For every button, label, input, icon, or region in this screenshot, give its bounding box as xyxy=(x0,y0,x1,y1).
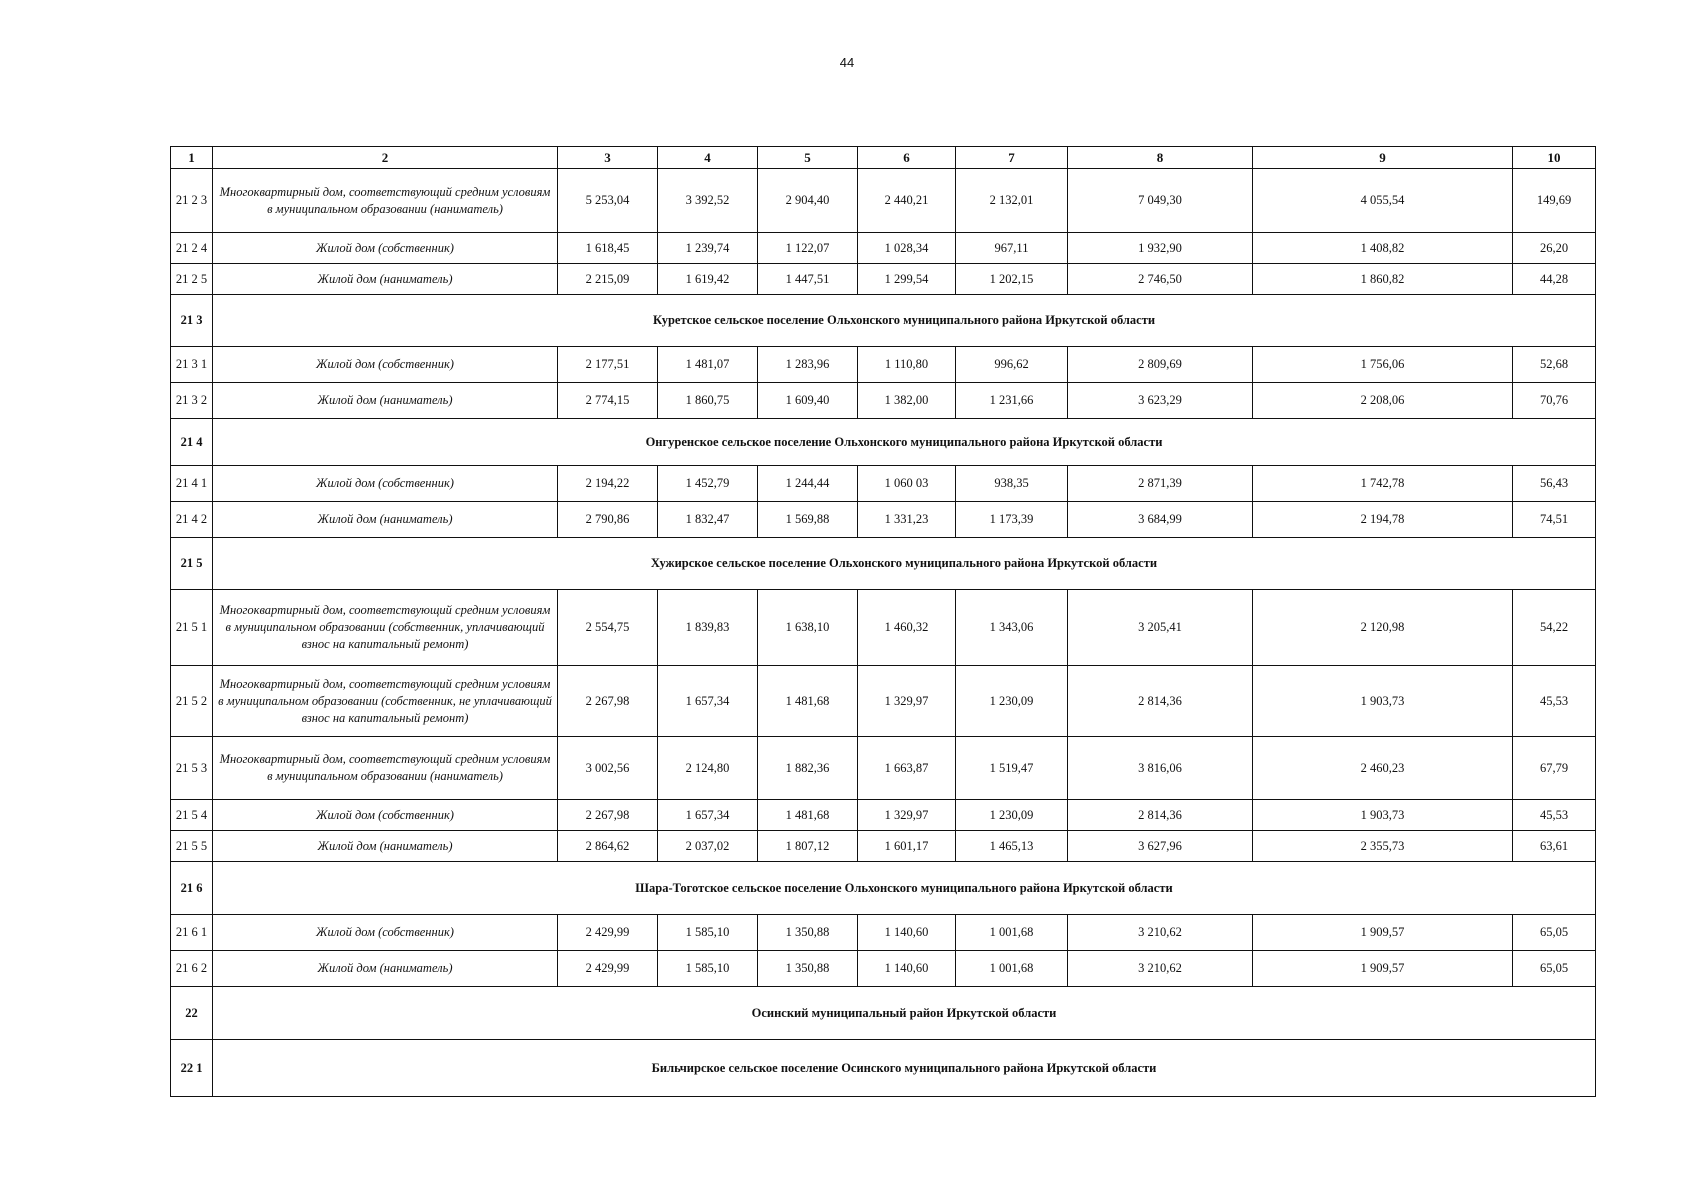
value-cell: 2 267,98 xyxy=(558,800,658,831)
value-cell: 4 055,54 xyxy=(1253,169,1513,233)
column-header: 7 xyxy=(956,147,1068,169)
value-cell: 1 001,68 xyxy=(956,915,1068,951)
column-header: 9 xyxy=(1253,147,1513,169)
region-name: Бильчирское сельское поселение Осинского муниципального района Иркутской области xyxy=(213,1040,1596,1097)
value-cell: 1 350,88 xyxy=(758,951,858,987)
value-cell: 56,43 xyxy=(1513,466,1596,502)
table-row xyxy=(171,737,1596,800)
value-cell: 1 932,90 xyxy=(1068,233,1253,264)
table-row xyxy=(171,169,1596,233)
value-cell: 2 267,98 xyxy=(558,666,658,737)
value-cell: 2 120,98 xyxy=(1253,590,1513,666)
value-cell: 1 140,60 xyxy=(858,915,956,951)
value-cell: 3 684,99 xyxy=(1068,502,1253,538)
value-cell: 1 601,17 xyxy=(858,831,956,862)
value-cell: 1 519,47 xyxy=(956,737,1068,800)
table-row xyxy=(171,347,1596,383)
row-name: Жилой дом (собственник) xyxy=(213,233,558,264)
value-cell: 3 816,06 xyxy=(1068,737,1253,800)
column-header: 3 xyxy=(558,147,658,169)
column-header: 10 xyxy=(1513,147,1596,169)
value-cell: 2 809,69 xyxy=(1068,347,1253,383)
row-name: Жилой дом (наниматель) xyxy=(213,383,558,419)
value-cell: 1 638,10 xyxy=(758,590,858,666)
column-header: 2 xyxy=(213,147,558,169)
row-name: Многоквартирный дом, соответствующий средним условиям в муниципальном образовании (наниматель) xyxy=(213,169,558,233)
value-cell: 1 001,68 xyxy=(956,951,1068,987)
value-cell: 1 060 03 xyxy=(858,466,956,502)
region-row xyxy=(171,862,1596,915)
row-code: 21 5 2 xyxy=(171,666,213,737)
value-cell: 2 037,02 xyxy=(658,831,758,862)
value-cell: 3 210,62 xyxy=(1068,915,1253,951)
value-cell: 2 124,80 xyxy=(658,737,758,800)
table-header-row xyxy=(171,147,1596,169)
region-row xyxy=(171,419,1596,466)
value-cell: 1 909,57 xyxy=(1253,951,1513,987)
value-cell: 996,62 xyxy=(956,347,1068,383)
value-cell: 1 230,09 xyxy=(956,800,1068,831)
table-row xyxy=(171,233,1596,264)
value-cell: 1 122,07 xyxy=(758,233,858,264)
value-cell: 67,79 xyxy=(1513,737,1596,800)
value-cell: 65,05 xyxy=(1513,951,1596,987)
value-cell: 1 903,73 xyxy=(1253,666,1513,737)
value-cell: 967,11 xyxy=(956,233,1068,264)
row-code: 21 4 xyxy=(171,419,213,466)
value-cell: 2 814,36 xyxy=(1068,666,1253,737)
value-cell: 149,69 xyxy=(1513,169,1596,233)
value-cell: 2 864,62 xyxy=(558,831,658,862)
table-row xyxy=(171,951,1596,987)
value-cell: 1 481,07 xyxy=(658,347,758,383)
table-row xyxy=(171,466,1596,502)
row-code: 21 6 1 xyxy=(171,915,213,951)
value-cell: 45,53 xyxy=(1513,800,1596,831)
row-name: Жилой дом (наниматель) xyxy=(213,264,558,295)
value-cell: 1 609,40 xyxy=(758,383,858,419)
column-header: 6 xyxy=(858,147,956,169)
row-name: Многоквартирный дом, соответствующий средним условиям в муниципальном образовании (собственник, уплачивающий взнос на капитальный ремонт) xyxy=(213,590,558,666)
value-cell: 2 429,99 xyxy=(558,951,658,987)
value-cell: 1 239,74 xyxy=(658,233,758,264)
value-cell: 2 871,39 xyxy=(1068,466,1253,502)
region-name: Онгуренское сельское поселение Ольхонского муниципального района Иркутской области xyxy=(213,419,1596,466)
tariff-table xyxy=(170,146,1596,1097)
value-cell: 1 329,97 xyxy=(858,666,956,737)
row-code: 21 2 4 xyxy=(171,233,213,264)
row-code: 22 1 xyxy=(171,1040,213,1097)
value-cell: 45,53 xyxy=(1513,666,1596,737)
value-cell: 1 465,13 xyxy=(956,831,1068,862)
table-row xyxy=(171,264,1596,295)
region-name: Хужирское сельское поселение Ольхонского муниципального района Иркутской области xyxy=(213,538,1596,590)
value-cell: 1 382,00 xyxy=(858,383,956,419)
value-cell: 3 205,41 xyxy=(1068,590,1253,666)
value-cell: 1 618,45 xyxy=(558,233,658,264)
value-cell: 1 903,73 xyxy=(1253,800,1513,831)
value-cell: 1 231,66 xyxy=(956,383,1068,419)
value-cell: 1 481,68 xyxy=(758,800,858,831)
value-cell: 2 177,51 xyxy=(558,347,658,383)
value-cell: 1 447,51 xyxy=(758,264,858,295)
value-cell: 1 230,09 xyxy=(956,666,1068,737)
row-code: 21 4 2 xyxy=(171,502,213,538)
table-row xyxy=(171,383,1596,419)
value-cell: 2 790,86 xyxy=(558,502,658,538)
value-cell: 1 909,57 xyxy=(1253,915,1513,951)
value-cell: 1 832,47 xyxy=(658,502,758,538)
region-row xyxy=(171,538,1596,590)
value-cell: 2 215,09 xyxy=(558,264,658,295)
value-cell: 1 140,60 xyxy=(858,951,956,987)
value-cell: 63,61 xyxy=(1513,831,1596,862)
value-cell: 1 742,78 xyxy=(1253,466,1513,502)
row-code: 21 3 xyxy=(171,295,213,347)
row-name: Жилой дом (собственник) xyxy=(213,800,558,831)
table-row xyxy=(171,666,1596,737)
region-row xyxy=(171,987,1596,1040)
value-cell: 2 554,75 xyxy=(558,590,658,666)
value-cell: 1 585,10 xyxy=(658,951,758,987)
column-header: 1 xyxy=(171,147,213,169)
row-code: 21 3 1 xyxy=(171,347,213,383)
value-cell: 3 002,56 xyxy=(558,737,658,800)
value-cell: 1 657,34 xyxy=(658,666,758,737)
row-code: 21 2 3 xyxy=(171,169,213,233)
value-cell: 1 663,87 xyxy=(858,737,956,800)
table-row xyxy=(171,800,1596,831)
row-code: 21 4 1 xyxy=(171,466,213,502)
value-cell: 2 904,40 xyxy=(758,169,858,233)
row-name: Жилой дом (собственник) xyxy=(213,347,558,383)
value-cell: 1 283,96 xyxy=(758,347,858,383)
value-cell: 1 202,15 xyxy=(956,264,1068,295)
row-code: 21 5 5 xyxy=(171,831,213,862)
region-row xyxy=(171,1040,1596,1097)
region-name: Куретское сельское поселение Ольхонского муниципального района Иркутской области xyxy=(213,295,1596,347)
value-cell: 1 350,88 xyxy=(758,915,858,951)
value-cell: 3 210,62 xyxy=(1068,951,1253,987)
column-header: 5 xyxy=(758,147,858,169)
row-name: Жилой дом (наниматель) xyxy=(213,502,558,538)
table-row xyxy=(171,502,1596,538)
value-cell: 2 355,73 xyxy=(1253,831,1513,862)
value-cell: 1 110,80 xyxy=(858,347,956,383)
value-cell: 70,76 xyxy=(1513,383,1596,419)
value-cell: 2 814,36 xyxy=(1068,800,1253,831)
value-cell: 1 329,97 xyxy=(858,800,956,831)
value-cell: 1 343,06 xyxy=(956,590,1068,666)
column-header: 4 xyxy=(658,147,758,169)
value-cell: 3 392,52 xyxy=(658,169,758,233)
row-code: 21 2 5 xyxy=(171,264,213,295)
value-cell: 1 460,32 xyxy=(858,590,956,666)
value-cell: 1 585,10 xyxy=(658,915,758,951)
value-cell: 2 429,99 xyxy=(558,915,658,951)
value-cell: 2 460,23 xyxy=(1253,737,1513,800)
value-cell: 1 028,34 xyxy=(858,233,956,264)
value-cell: 65,05 xyxy=(1513,915,1596,951)
table-body xyxy=(171,169,1596,1097)
value-cell: 1 452,79 xyxy=(658,466,758,502)
value-cell: 26,20 xyxy=(1513,233,1596,264)
column-header: 8 xyxy=(1068,147,1253,169)
row-code: 21 3 2 xyxy=(171,383,213,419)
value-cell: 2 208,06 xyxy=(1253,383,1513,419)
value-cell: 2 194,22 xyxy=(558,466,658,502)
value-cell: 7 049,30 xyxy=(1068,169,1253,233)
value-cell: 2 194,78 xyxy=(1253,502,1513,538)
value-cell: 1 331,23 xyxy=(858,502,956,538)
value-cell: 1 657,34 xyxy=(658,800,758,831)
region-row xyxy=(171,295,1596,347)
value-cell: 1 173,39 xyxy=(956,502,1068,538)
value-cell: 1 807,12 xyxy=(758,831,858,862)
value-cell: 938,35 xyxy=(956,466,1068,502)
region-name: Осинский муниципальный район Иркутской области xyxy=(213,987,1596,1040)
row-name: Жилой дом (наниматель) xyxy=(213,951,558,987)
value-cell: 52,68 xyxy=(1513,347,1596,383)
value-cell: 1 756,06 xyxy=(1253,347,1513,383)
value-cell: 3 623,29 xyxy=(1068,383,1253,419)
value-cell: 44,28 xyxy=(1513,264,1596,295)
value-cell: 2 746,50 xyxy=(1068,264,1253,295)
value-cell: 1 839,83 xyxy=(658,590,758,666)
row-code: 21 6 xyxy=(171,862,213,915)
row-name: Многоквартирный дом, соответствующий средним условиям в муниципальном образовании (собственник, не уплачивающий взнос на капитальный ремонт) xyxy=(213,666,558,737)
value-cell: 1 569,88 xyxy=(758,502,858,538)
table-row xyxy=(171,915,1596,951)
table-row xyxy=(171,590,1596,666)
value-cell: 54,22 xyxy=(1513,590,1596,666)
row-code: 22 xyxy=(171,987,213,1040)
row-code: 21 5 4 xyxy=(171,800,213,831)
value-cell: 1 619,42 xyxy=(658,264,758,295)
value-cell: 1 408,82 xyxy=(1253,233,1513,264)
page-number: 44 xyxy=(839,55,855,70)
value-cell: 1 244,44 xyxy=(758,466,858,502)
value-cell: 5 253,04 xyxy=(558,169,658,233)
row-name: Жилой дом (собственник) xyxy=(213,915,558,951)
value-cell: 2 440,21 xyxy=(858,169,956,233)
value-cell: 1 860,75 xyxy=(658,383,758,419)
value-cell: 1 882,36 xyxy=(758,737,858,800)
row-code: 21 6 2 xyxy=(171,951,213,987)
value-cell: 1 299,54 xyxy=(858,264,956,295)
row-name: Многоквартирный дом, соответствующий средним условиям в муниципальном образовании (наниматель) xyxy=(213,737,558,800)
row-name: Жилой дом (собственник) xyxy=(213,466,558,502)
row-code: 21 5 3 xyxy=(171,737,213,800)
value-cell: 2 132,01 xyxy=(956,169,1068,233)
row-name: Жилой дом (наниматель) xyxy=(213,831,558,862)
value-cell: 74,51 xyxy=(1513,502,1596,538)
row-code: 21 5 xyxy=(171,538,213,590)
value-cell: 2 774,15 xyxy=(558,383,658,419)
table-row xyxy=(171,831,1596,862)
value-cell: 1 860,82 xyxy=(1253,264,1513,295)
region-name: Шара-Тоготское сельское поселение Ольхонского муниципального района Иркутской области xyxy=(213,862,1596,915)
row-code: 21 5 1 xyxy=(171,590,213,666)
value-cell: 1 481,68 xyxy=(758,666,858,737)
value-cell: 3 627,96 xyxy=(1068,831,1253,862)
